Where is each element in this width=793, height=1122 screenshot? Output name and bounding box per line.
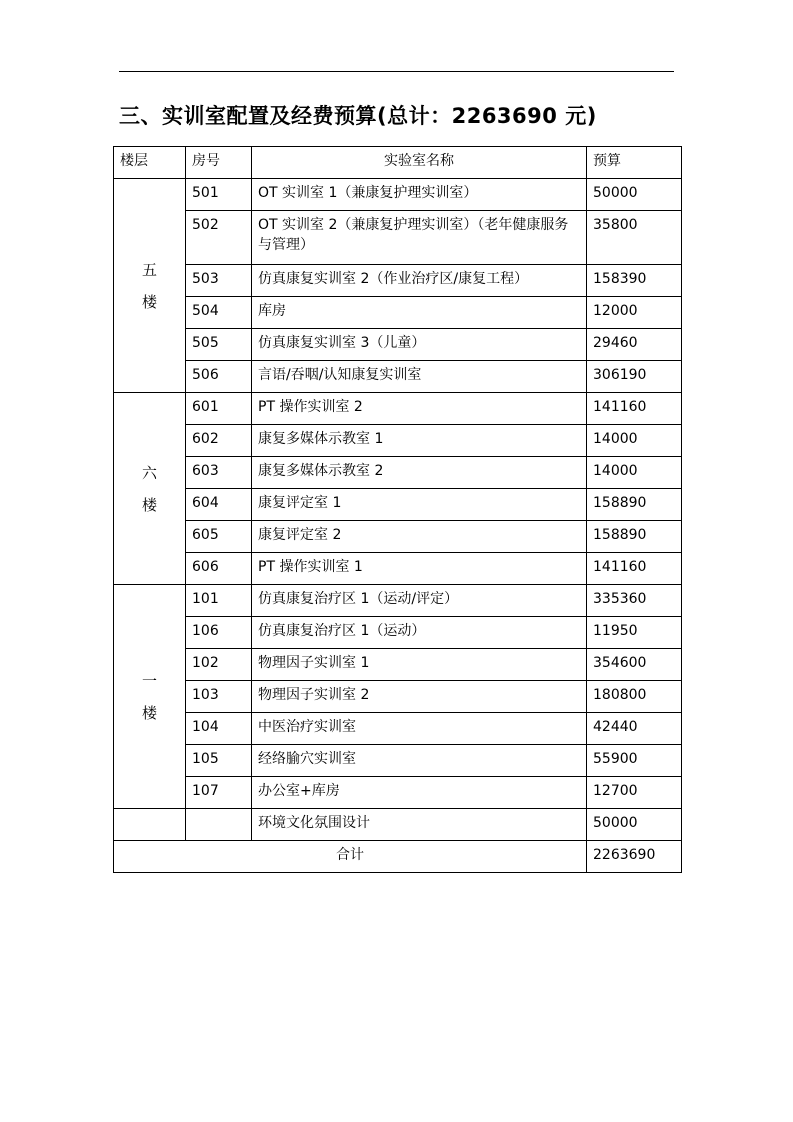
lab-name: 仿真康复治疗区 1（运动） (252, 617, 587, 649)
room-number: 601 (186, 393, 252, 425)
lab-name: 康复多媒体示教室 1 (252, 425, 587, 457)
lab-name: 环境文化氛围设计 (252, 809, 587, 841)
table-row (114, 179, 682, 211)
header-budget: 预算 (587, 147, 682, 179)
table-row (114, 681, 682, 713)
budget-value: 354600 (587, 649, 682, 681)
budget-value: 29460 (587, 329, 682, 361)
lab-name: OT 实训室 1（兼康复护理实训室） (252, 179, 587, 211)
total-value: 2263690 (587, 841, 682, 873)
budget-table (113, 146, 682, 873)
table-row (114, 777, 682, 809)
table-row (114, 617, 682, 649)
room-number: 105 (186, 745, 252, 777)
table-row (114, 211, 682, 265)
lab-name: 仿真康复治疗区 1（运动/评定） (252, 585, 587, 617)
table-row (114, 393, 682, 425)
budget-value: 141160 (587, 393, 682, 425)
floor-cell-1 (114, 585, 186, 809)
budget-value: 180800 (587, 681, 682, 713)
budget-value: 12000 (587, 297, 682, 329)
table-row (114, 585, 682, 617)
empty-floor-cell (114, 809, 186, 841)
table-row (114, 297, 682, 329)
room-number (186, 809, 252, 841)
lab-name: PT 操作实训室 2 (252, 393, 587, 425)
room-number: 506 (186, 361, 252, 393)
total-row (114, 841, 682, 873)
room-number: 107 (186, 777, 252, 809)
floor-label-char: 楼 (141, 703, 157, 722)
table-row (114, 329, 682, 361)
floor-label-char: 六 (141, 463, 157, 482)
header-room: 房号 (186, 147, 252, 179)
room-number: 502 (186, 211, 252, 265)
room-number: 503 (186, 265, 252, 297)
table-row (114, 361, 682, 393)
budget-value: 14000 (587, 425, 682, 457)
room-number: 505 (186, 329, 252, 361)
lab-name: 办公室+库房 (252, 777, 587, 809)
table-row (114, 649, 682, 681)
table-row (114, 425, 682, 457)
lab-name: OT 实训室 2（兼康复护理实训室）（老年健康服务与管理） (252, 211, 587, 265)
header-name: 实验室名称 (252, 147, 587, 179)
room-number: 605 (186, 521, 252, 553)
room-number: 602 (186, 425, 252, 457)
budget-value: 335360 (587, 585, 682, 617)
room-number: 604 (186, 489, 252, 521)
lab-name: PT 操作实训室 1 (252, 553, 587, 585)
lab-name: 仿真康复实训室 2（作业治疗区/康复工程） (252, 265, 587, 297)
lab-name: 康复多媒体示教室 2 (252, 457, 587, 489)
table-header-row (114, 147, 682, 179)
header-rule (119, 71, 674, 72)
budget-value: 35800 (587, 211, 682, 265)
table-row (114, 521, 682, 553)
floor-label-char: 五 (141, 260, 157, 279)
lab-name: 经络腧穴实训室 (252, 745, 587, 777)
total-label: 合计 (114, 841, 587, 873)
lab-name: 中医治疗实训室 (252, 713, 587, 745)
section-heading: 三、实训室配置及经费预算(总计：2263690 元) (119, 104, 597, 128)
table-row (114, 553, 682, 585)
floor-label-char: 楼 (141, 495, 157, 514)
room-number: 101 (186, 585, 252, 617)
budget-value: 141160 (587, 553, 682, 585)
table-row (114, 265, 682, 297)
lab-name: 物理因子实训室 2 (252, 681, 587, 713)
lab-name: 库房 (252, 297, 587, 329)
budget-value: 158890 (587, 521, 682, 553)
budget-value: 158890 (587, 489, 682, 521)
budget-value: 158390 (587, 265, 682, 297)
lab-name: 康复评定室 2 (252, 521, 587, 553)
table-row (114, 489, 682, 521)
floor-label-char: 楼 (141, 292, 157, 311)
budget-value: 12700 (587, 777, 682, 809)
budget-value: 14000 (587, 457, 682, 489)
table-row (114, 457, 682, 489)
budget-value: 42440 (587, 713, 682, 745)
lab-name: 言语/吞咽/认知康复实训室 (252, 361, 587, 393)
table-row (114, 809, 682, 841)
floor-cell-5 (114, 179, 186, 393)
room-number: 501 (186, 179, 252, 211)
table-row (114, 713, 682, 745)
room-number: 606 (186, 553, 252, 585)
room-number: 106 (186, 617, 252, 649)
floor-label-char: 一 (141, 671, 157, 690)
lab-name: 物理因子实训室 1 (252, 649, 587, 681)
budget-value: 11950 (587, 617, 682, 649)
room-number: 104 (186, 713, 252, 745)
budget-value: 55900 (587, 745, 682, 777)
lab-name: 康复评定室 1 (252, 489, 587, 521)
header-floor: 楼层 (114, 147, 186, 179)
room-number: 504 (186, 297, 252, 329)
room-number: 102 (186, 649, 252, 681)
table-row (114, 745, 682, 777)
room-number: 103 (186, 681, 252, 713)
lab-name: 仿真康复实训室 3（儿童） (252, 329, 587, 361)
budget-value: 50000 (587, 809, 682, 841)
budget-value: 50000 (587, 179, 682, 211)
budget-value: 306190 (587, 361, 682, 393)
floor-cell-6 (114, 393, 186, 585)
room-number: 603 (186, 457, 252, 489)
